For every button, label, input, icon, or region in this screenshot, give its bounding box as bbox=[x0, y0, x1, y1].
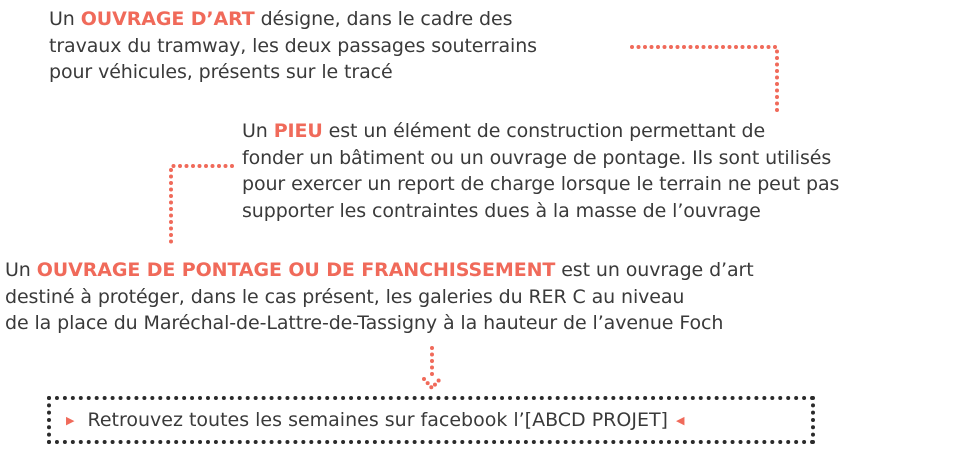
definition-line: destiné à protéger, dans le cas présent, les galeries du RER C au niveau bbox=[5, 285, 685, 308]
footer-text: Retrouvez toutes les semaines sur facebook l’[ABCD PROJET] bbox=[87, 409, 668, 431]
definition-line: travaux du tramway, les deux passages souterrains bbox=[49, 34, 537, 57]
triangle-right-icon: ▶ bbox=[66, 413, 75, 427]
definition-line: pour véhicules, présents sur le tracé bbox=[49, 61, 393, 83]
term-highlight: PIEU bbox=[273, 120, 323, 142]
term-highlight: OUVRAGE D’ART bbox=[80, 8, 255, 30]
definition-line: fonder un bâtiment ou un ouvrage de pontage. Ils sont utilisés bbox=[242, 146, 832, 169]
definition-ouvrage-art bbox=[49, 6, 537, 86]
definition-line: Un OUVRAGE DE PONTAGE OU DE FRANCHISSEMENT est un ouvrage d’art bbox=[5, 259, 754, 281]
definition-pontage bbox=[5, 257, 754, 337]
triangle-left-icon: ◀ bbox=[675, 413, 685, 427]
footer-banner bbox=[47, 396, 815, 444]
definition-line: de la place du Maréchal-de-Lattre-de-Tassigny à la hauteur de l’avenue Foch bbox=[5, 312, 724, 334]
definition-line: Un PIEU est un élément de construction permettant de bbox=[242, 120, 766, 142]
definition-line: supporter les contraintes dues à la masse de l’ouvrage bbox=[242, 199, 761, 222]
footer-content bbox=[66, 400, 684, 440]
definition-line: pour exercer un report de charge lorsque le terrain ne peut pas bbox=[242, 173, 840, 195]
definition-line: Un OUVRAGE D’ART désigne, dans le cadre des bbox=[49, 8, 513, 30]
term-highlight: OUVRAGE DE PONTAGE OU DE FRANCHISSEMENT bbox=[36, 259, 556, 281]
definition-pieu bbox=[242, 118, 839, 224]
